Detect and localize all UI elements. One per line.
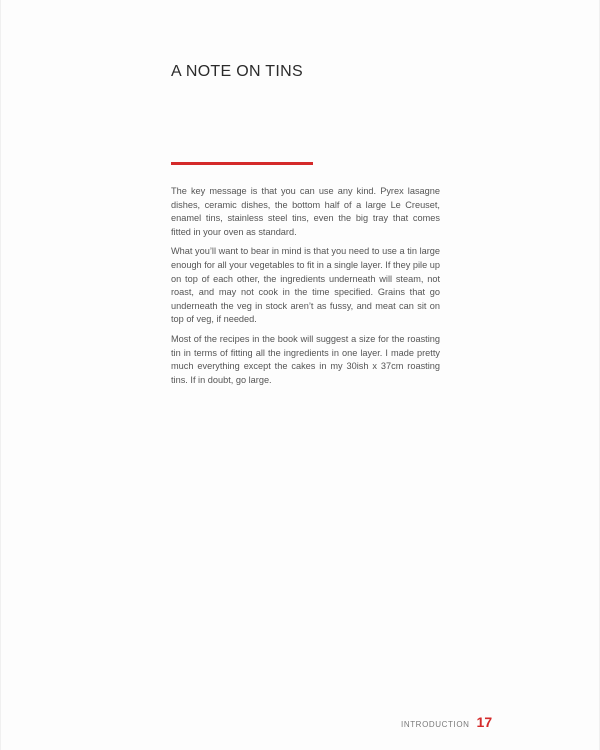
page-title: A NOTE ON TINS (171, 63, 303, 80)
body-paragraph-3: Most of the recipes in the book will suggest a size for the roasting tin in terms of fitting all the ingredients in one layer. I made pretty much everything except the cakes in my 30ish x 37cm roasting tins. If in doubt, go large. (171, 333, 440, 385)
body-paragraph-1: The key message is that you can use any kind. Pyrex lasagne dishes, ceramic dishes, the bottom half of a large Le Creuset, enamel tins, stainless steel tins, even the big tray that comes fitted in your oven as standard. (171, 186, 440, 237)
footer-section-label: INTRODUCTION (401, 720, 470, 729)
body-paragraph-2: What you’ll want to bear in mind is that you need to use a tin large enough for all your vegetables to fit in a single layer. If they pile up on top of each other, the ingredients underneath will steam, not roast, and may not cook in the time specified. Grains that go underneath the veg in stock aren’t as fussy, and meat can sit on top of veg, if needed. (171, 246, 440, 325)
page-footer (401, 714, 492, 730)
page-number: 17 (476, 714, 493, 730)
red-divider-rule (171, 162, 313, 165)
body-text (171, 185, 440, 393)
